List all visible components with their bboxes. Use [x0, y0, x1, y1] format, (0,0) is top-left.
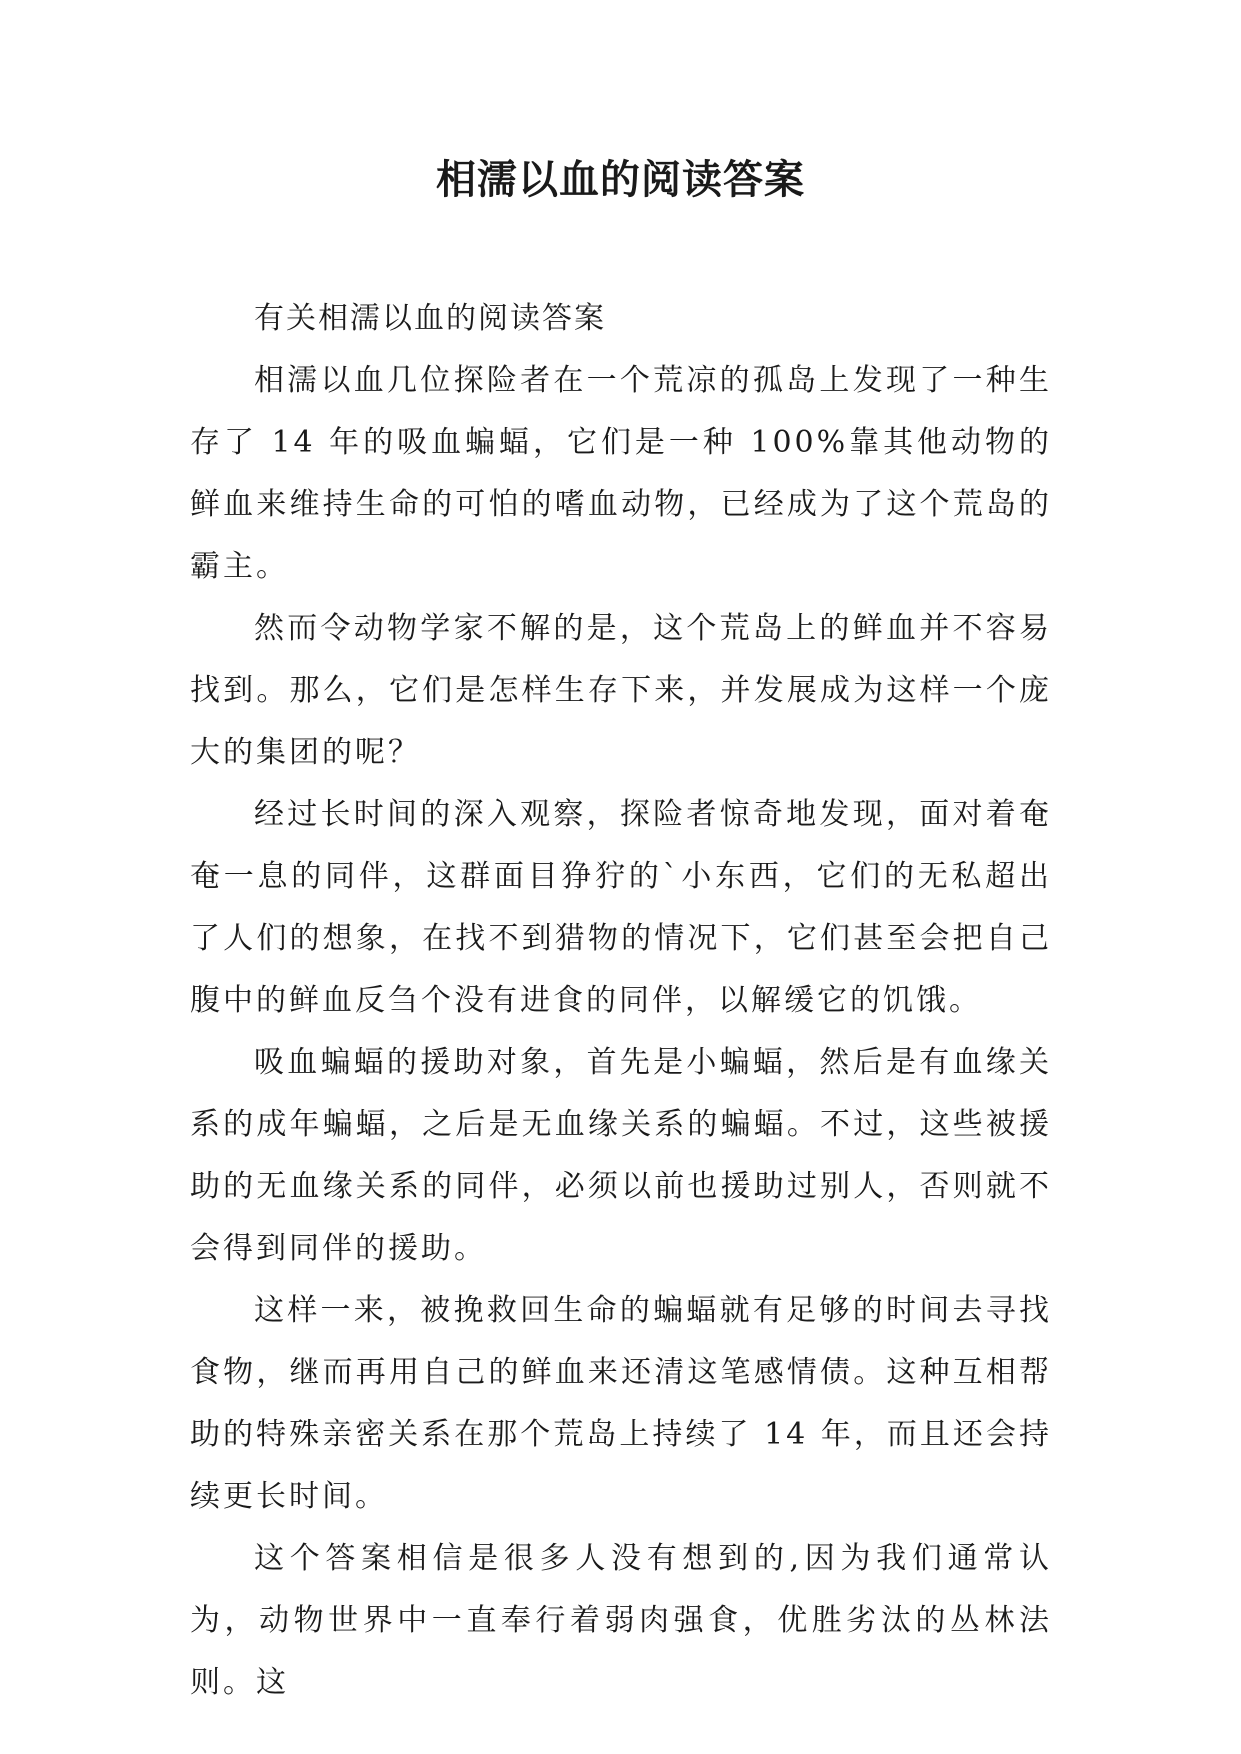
document-subtitle: 有关相濡以血的阅读答案: [254, 301, 606, 336]
document-body: [190, 288, 1052, 1714]
paragraph-1: 相濡以血几位探险者在一个荒凉的孤岛上发现了一种生存了 14 年的吸血蝙蝠，它们是一种 100%靠其他动物的鲜血来维持生命的可怕的嗜血动物，已经成为了这个荒岛的霸主。: [190, 363, 1052, 584]
paragraph-4: 吸血蝙蝠的援助对象，首先是小蝙蝠，然后是有血缘关系的成年蝙蝠，之后是无血缘关系的蝙蝠。不过，这些被援助的无血缘关系的同伴，必须以前也援助过别人，否则就不会得到同伴的援助。: [190, 1045, 1052, 1266]
paragraph-6: 这个答案相信是很多人没有想到的,因为我们通常认为，动物世界中一直奉行着弱肉强食，优胜劣汰的丛林法则。这: [190, 1541, 1052, 1700]
paragraph-3: 经过长时间的深入观察，探险者惊奇地发现，面对着奄奄一息的同伴，这群面目狰狞的`小东西，它们的无私超出了人们的想象，在找不到猎物的情况下，它们甚至会把自己腹中的鲜血反刍个没有进食的同伴，以解缓它的饥饿。: [190, 797, 1052, 1018]
paragraph-2: 然而令动物学家不解的是，这个荒岛上的鲜血并不容易找到。那么，它们是怎样生存下来，并发展成为这样一个庞大的集团的呢？: [190, 611, 1052, 770]
paragraph-5: 这样一来，被挽救回生命的蝙蝠就有足够的时间去寻找食物，继而再用自己的鲜血来还清这笔感情债。这种互相帮助的特殊亲密关系在那个荒岛上持续了 14 年，而且还会持续更长时间。: [190, 1293, 1052, 1514]
document-title: 相濡以血的阅读答案: [436, 157, 805, 203]
